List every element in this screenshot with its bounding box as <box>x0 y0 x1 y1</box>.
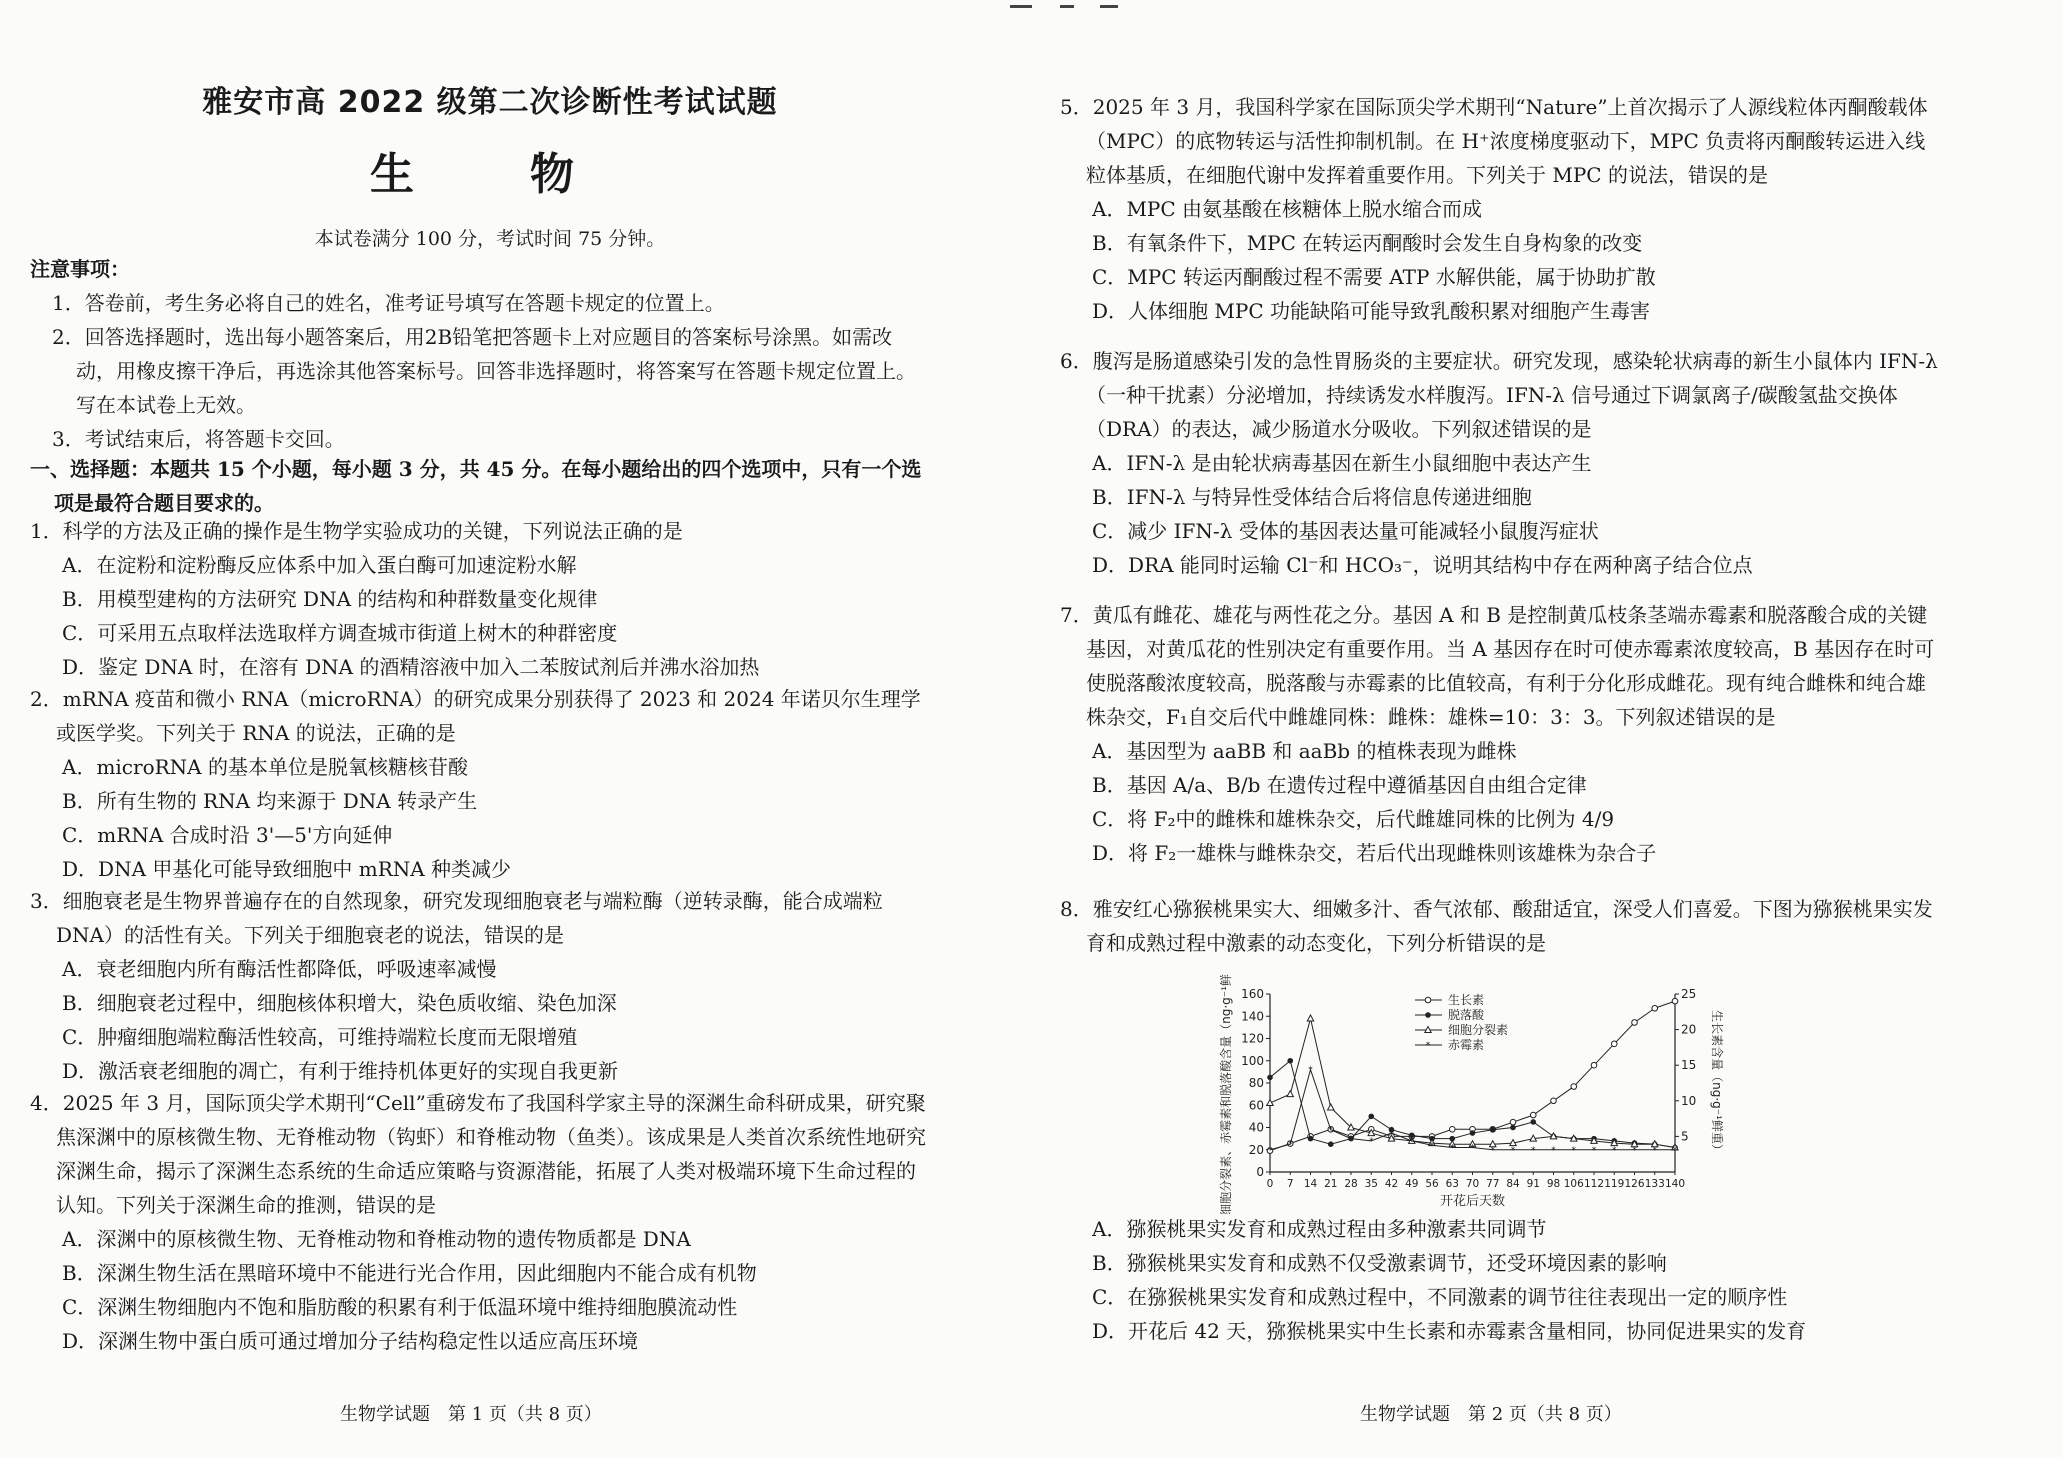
question-stem: 1．科学的方法及正确的操作是生物学实验成功的关键，下列说法正确的是 <box>30 519 683 543</box>
x-tick-label: 35 <box>1364 1178 1378 1190</box>
data-point <box>1530 1112 1536 1118</box>
option-c: C．肿瘤细胞端粒酶活性较高，可维持端粒长度而无限增殖 <box>62 1025 578 1049</box>
legend-label: 生长素 <box>1448 993 1485 1007</box>
option-c: C．可采用五点取样法选取样方调查城市街道上树木的种群密度 <box>62 621 618 645</box>
option-a: A．衰老细胞内所有酶活性都降低，呼吸速率减慢 <box>62 957 497 981</box>
y-tick-label-left: 140 <box>1241 1009 1264 1024</box>
option-a: A．猕猴桃果实发育和成熟过程由多种激素共同调节 <box>1092 1217 1547 1241</box>
y-tick-label-left: 80 <box>1248 1076 1264 1090</box>
option-c: C．减少 IFN-λ 受体的基因表达量可能减轻小鼠腹泻症状 <box>1092 519 1599 543</box>
data-point <box>1308 1136 1314 1142</box>
x-tick-label: 56 <box>1425 1178 1439 1190</box>
data-point: * <box>1267 1145 1273 1156</box>
x-tick-label: 106 <box>1563 1178 1584 1190</box>
y-tick-label-left: 20 <box>1248 1142 1264 1157</box>
data-point <box>1530 1119 1536 1125</box>
legend-label: 细胞分裂素 <box>1448 1023 1509 1037</box>
question-stem: 3．细胞衰老是生物界普遍存在的自然现象，研究发现细胞衰老与端粒酶（逆转录酶，能合成端粒 DNA）的活性有关。下列关于细胞衰老的说法，错误的是 <box>30 889 883 947</box>
notice-heading: 注意事项： <box>30 257 130 281</box>
option-a: A．microRNA 的基本单位是脱氧核糖核苷酸 <box>62 755 468 779</box>
option-d: D．DNA 甲基化可能导致细胞中 mRNA 种类减少 <box>62 857 512 881</box>
question-stem: 6．腹泻是肠道感染引发的急性胃肠炎的主要症状。研究发现，感染轮状病毒的新生小鼠体内 IFN-λ（一种干扰素）分泌增加，持续诱发水样腹泻。IFN-λ 信号通过下调氯离子/碳酸氢盐交换体（DRA）的表达，减少肠道水分吸收。下列叙述错误的是 <box>1060 349 1938 441</box>
data-point: * <box>1591 1145 1597 1156</box>
exam-title: 雅安市高 2022 级第二次诊断性考试试题 <box>202 85 778 120</box>
y-axis-title-left: 细胞分裂素、赤霉素和脱落酸含量（ng·g⁻¹鲜重） <box>1219 974 1233 1214</box>
option-c: C．MPC 转运丙酮酸过程不需要 ATP 水解供能，属于协助扩散 <box>1092 265 1656 289</box>
option-d: D．开花后 42 天，猕猴桃果实中生长素和赤霉素含量相同，协同促进果实的发育 <box>1092 1319 1807 1343</box>
question-stem: 2．mRNA 疫苗和微小 RNA（microRNA）的研究成果分别获得了 2023 和 2024 年诺贝尔生理学或医学奖。下列关于 RNA 的说法，正确的是 <box>30 687 921 745</box>
question-6 <box>1060 344 1940 582</box>
data-point: * <box>1369 1136 1374 1147</box>
section-heading <box>30 452 930 520</box>
data-point: * <box>1409 1136 1414 1147</box>
data-point: * <box>1328 1125 1333 1136</box>
page-footer: 生物学试题 第 2 页（共 8 页） <box>1360 1404 1622 1425</box>
legend-label: 赤霉素 <box>1448 1038 1485 1052</box>
data-point: * <box>1531 1145 1536 1156</box>
data-point: * <box>1348 1134 1354 1145</box>
data-point <box>1510 1125 1516 1131</box>
question-7 <box>1060 598 1940 870</box>
y-tick-label-left: 40 <box>1248 1120 1264 1135</box>
data-point <box>1611 1041 1617 1047</box>
notice-item: 2．回答选择题时，选出每小题答案后，用2B铅笔把答题卡上对应题目的答案标号涂黑。如需改动，用橡皮擦干净后，再选涂其他答案标号。回答非选择题时，将答案写在答题卡规定位置上。写在本试卷上无效。 <box>52 325 916 417</box>
x-tick-label: 84 <box>1506 1178 1520 1190</box>
x-tick-label: 42 <box>1384 1178 1399 1190</box>
data-point <box>1328 1141 1334 1147</box>
data-point: * <box>1632 1145 1637 1156</box>
data-point <box>1571 1084 1577 1090</box>
x-tick-label: 119 <box>1604 1178 1625 1190</box>
x-tick-label: 140 <box>1664 1178 1686 1190</box>
data-point: * <box>1612 1145 1617 1156</box>
exam-info: 本试卷满分 100 分，考试时间 75 分钟。 <box>314 228 666 250</box>
y-tick-label-right: 15 <box>1681 1058 1697 1073</box>
y-tick-label-left: 160 <box>1241 987 1264 1001</box>
legend-marker <box>1425 1012 1431 1018</box>
option-b: B．基因 A/a、B/b 在遗传过程中遵循基因自由组合定律 <box>1092 773 1587 797</box>
question-8 <box>1060 892 1940 960</box>
option-b: B．深渊生物生活在黑暗环境中不能进行光合作用，因此细胞内不能合成有机物 <box>62 1261 757 1285</box>
option-b: B．用模型建构的方法研究 DNA 的结构和种群数量变化规律 <box>62 587 598 611</box>
x-tick-label: 28 <box>1344 1178 1358 1190</box>
hormone-chart-svg <box>1190 974 1730 1214</box>
page-footer: 生物学试题 第 1 页（共 8 页） <box>340 1404 602 1425</box>
subject-title: 生 物 <box>370 149 610 200</box>
option-a: A．深渊中的原核微生物、无脊椎动物和脊椎动物的遗传物质都是 DNA <box>62 1227 691 1251</box>
data-point: * <box>1551 1145 1556 1156</box>
data-point <box>1470 1130 1476 1136</box>
option-b: B．所有生物的 RNA 均来源于 DNA 转录产生 <box>62 789 478 813</box>
option-c: C．mRNA 合成时沿 3'—5'方向延伸 <box>62 823 393 847</box>
y-tick-label-left: 100 <box>1241 1053 1264 1068</box>
question-4 <box>30 1086 930 1358</box>
option-c: C．深渊生物细胞内不饱和脂肪酸的积累有利于低温环境中维持细胞膜流动性 <box>62 1295 738 1319</box>
question-stem: 4．2025 年 3 月，国际顶尖学术期刊“Cell”重磅发布了我国科学家主导的深渊生命科研成果，研究聚焦深渊中的原核微生物、无脊椎动物（钩虾）和脊椎动物（鱼类）。该成果是人类首次系统性地研究深渊生命，揭示了深渊生态系统的生命适应策略与资源潜能，拓展了人类对极端环境下生命过程的认知。下列关于深渊生命的推测，错误的是 <box>30 1091 926 1217</box>
option-d: D．将 F₂一雄株与雌株杂交，若后代出现雌株则该雄株为杂合子 <box>1092 841 1657 865</box>
question-2 <box>30 682 930 886</box>
x-tick-label: 91 <box>1526 1178 1540 1190</box>
option-a: A．在淀粉和淀粉酶反应体系中加入蛋白酶可加速淀粉水解 <box>62 553 577 577</box>
data-point: * <box>1672 1145 1678 1156</box>
data-point <box>1510 1119 1516 1125</box>
data-point <box>1287 1058 1293 1064</box>
data-point <box>1551 1098 1557 1104</box>
legend-label: 脱落酸 <box>1448 1008 1485 1022</box>
option-a: A．MPC 由氨基酸在核糖体上脱水缩合而成 <box>1092 197 1483 221</box>
option-c: C．在猕猴桃果实发育和成熟过程中，不同激素的调节往往表现出一定的顺序性 <box>1092 1285 1788 1309</box>
question-8-options <box>1060 1212 1940 1348</box>
x-tick-label: 77 <box>1486 1178 1500 1190</box>
data-point: * <box>1652 1145 1657 1156</box>
y-axis-title-right: 生长素含量（ng·g⁻¹鲜重） <box>1710 1010 1724 1156</box>
y-tick-label-left: 60 <box>1248 1098 1264 1113</box>
option-b: B．IFN-λ 与特异性受体结合后将信息传递进细胞 <box>1092 485 1532 509</box>
scan-artifact <box>1000 0 1140 10</box>
y-tick-label-left: 120 <box>1241 1031 1264 1046</box>
data-point: * <box>1470 1143 1475 1154</box>
legend-marker <box>1425 997 1431 1003</box>
option-b: B．有氧条件下，MPC 在转运丙酮酸时会发生自身构象的改变 <box>1092 231 1643 255</box>
x-tick-label: 112 <box>1583 1178 1605 1190</box>
y-tick-label-left: 0 <box>1256 1165 1264 1179</box>
option-d: D．深渊生物中蛋白质可通过增加分子结构稳定性以适应高压环境 <box>62 1329 639 1353</box>
data-point: * <box>1450 1143 1455 1154</box>
notice-section <box>30 252 930 456</box>
option-a: A．基因型为 aaBB 和 aaBb 的植株表现为雌株 <box>1092 739 1517 763</box>
data-point: * <box>1288 1140 1293 1151</box>
data-point <box>1652 1005 1658 1011</box>
data-point <box>1490 1127 1496 1133</box>
option-c: C．将 F₂中的雌株和雄株杂交，后代雌雄同株的比例为 4/9 <box>1092 807 1615 831</box>
x-axis-title: 开花后天数 <box>1439 1194 1506 1209</box>
x-tick-label: 49 <box>1405 1178 1419 1190</box>
data-point <box>1672 998 1678 1004</box>
y-tick-label-right: 20 <box>1681 1022 1697 1037</box>
x-tick-label: 126 <box>1624 1178 1645 1190</box>
question-stem: 5．2025 年 3 月，我国科学家在国际顶尖学术期刊“Nature”上首次揭示了人源线粒体丙酮酸载体（MPC）的底物转运与活性抑制机制。在 H⁺浓度梯度驱动下，MPC 负责将丙酮酸转运进入线粒体基质，在细胞代谢中发挥着重要作用。下列关于 MPC 的说法，错误的是 <box>1060 95 1928 187</box>
hormone-chart <box>1190 974 1730 1214</box>
x-tick-label: 0 <box>1266 1178 1274 1190</box>
data-point: * <box>1389 1129 1394 1140</box>
data-point <box>1267 1075 1273 1081</box>
x-tick-label: 133 <box>1644 1178 1665 1190</box>
y-tick-label-right: 5 <box>1681 1129 1689 1144</box>
x-tick-label: 98 <box>1546 1178 1561 1190</box>
notice-item: 1．答卷前，考生务必将自己的姓名，准考证号填写在答题卡规定的位置上。 <box>52 291 725 315</box>
data-point <box>1449 1126 1455 1132</box>
data-point <box>1632 1020 1638 1026</box>
question-1 <box>30 514 930 684</box>
option-a: A．IFN-λ 是由轮状病毒基因在新生小鼠细胞中表达产生 <box>1092 451 1592 475</box>
option-b: B．猕猴桃果实发育和成熟不仅受激素调节，还受环境因素的影响 <box>1092 1251 1667 1275</box>
notice-item: 3．考试结束后，将答题卡交回。 <box>52 427 345 451</box>
option-d: D．人体细胞 MPC 功能缺陷可能导致乳酸积累对细胞产生毒害 <box>1092 299 1650 323</box>
x-tick-label: 70 <box>1465 1178 1480 1190</box>
option-b: B．细胞衰老过程中，细胞核体积增大，染色质收缩、染色加深 <box>62 991 617 1015</box>
data-point: * <box>1490 1145 1495 1156</box>
x-tick-label: 14 <box>1303 1178 1318 1190</box>
x-tick-label: 21 <box>1324 1178 1338 1190</box>
x-tick-label: 7 <box>1286 1178 1294 1190</box>
data-point: * <box>1571 1145 1576 1156</box>
option-d: D．鉴定 DNA 时，在溶有 DNA 的酒精溶液中加入二苯胺试剂后并沸水浴加热 <box>62 655 760 679</box>
x-tick-label: 63 <box>1445 1178 1459 1190</box>
data-point <box>1287 1091 1293 1097</box>
data-point: * <box>1308 1065 1313 1076</box>
legend-marker: * <box>1425 1041 1431 1051</box>
data-point: * <box>1429 1141 1435 1152</box>
data-point <box>1307 1015 1313 1021</box>
section-title: 一、选择题：本题共 15 个小题，每小题 3 分，共 45 分。在每小题给出的四个选项中，只有一个选项是最符合题目要求的。 <box>30 457 922 515</box>
option-d: D．激活衰老细胞的凋亡，有利于维持机体更好的实现自我更新 <box>62 1059 619 1083</box>
data-point <box>1368 1114 1374 1120</box>
question-stem: 7．黄瓜有雌花、雄花与两性花之分。基因 A 和 B 是控制黄瓜枝条茎端赤霉素和脱落酸合成的关键基因，对黄瓜花的性别决定有重要作用。当 A 基因存在时可使赤霉素浓度较高，B 基因存在时可使脱落酸浓度较高，脱落酸与赤霉素的比值较高，有利于分化形成雌花。现有纯合雌株和纯合雄株杂交，F₁自交后代中雌雄同株：雌株：雄株=10：3：3。下列叙述错误的是 <box>1060 603 1935 729</box>
data-point: * <box>1510 1145 1516 1156</box>
question-stem: 8．雅安红心猕猴桃果实大、细嫩多汁、香气浓郁、酸甜适宜，深受人们喜爱。下图为猕猴桃果实发育和成熟过程中激素的动态变化，下列分析错误的是 <box>1060 897 1933 955</box>
question-5 <box>1060 90 1940 328</box>
data-point <box>1591 1062 1597 1068</box>
y-tick-label-right: 10 <box>1681 1093 1697 1108</box>
question-3 <box>30 884 930 1088</box>
y-tick-label-right: 25 <box>1681 987 1697 1001</box>
option-d: D．DRA 能同时运输 Cl⁻和 HCO₃⁻，说明其结构中存在两种离子结合位点 <box>1092 553 1753 577</box>
data-point <box>1328 1104 1334 1110</box>
